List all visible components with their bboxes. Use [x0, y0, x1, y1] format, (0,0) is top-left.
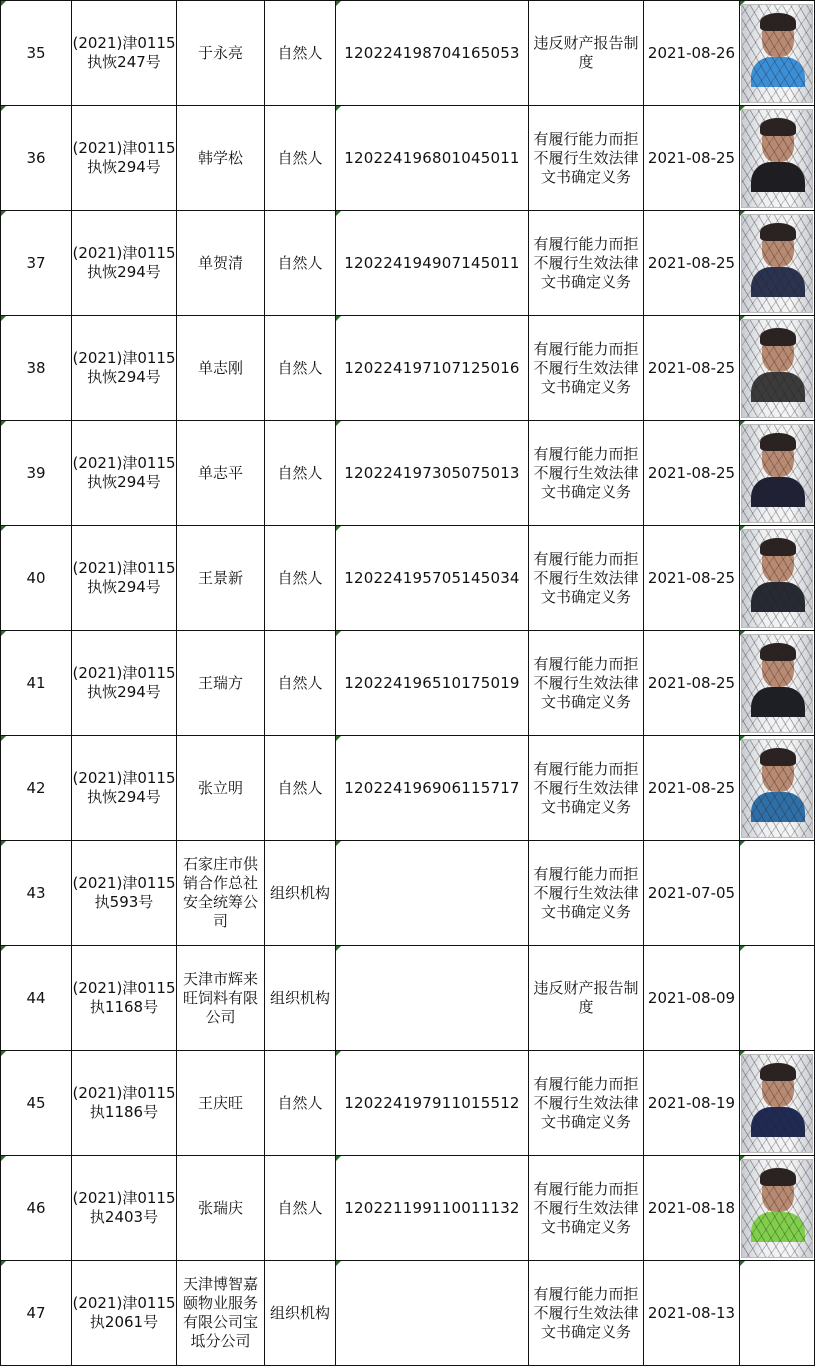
- id-number: 120224196510175019: [344, 673, 520, 692]
- party-type: 自然人: [277, 1198, 323, 1217]
- table-row: [1, 211, 815, 316]
- table-body: [1, 1, 815, 1366]
- cell-marker-icon: [336, 211, 341, 216]
- date-cell: [644, 421, 740, 526]
- case-number-line1: (2021)津0115: [72, 244, 176, 262]
- photo-cell: [740, 211, 815, 316]
- reason-text: 违反财产报告制度: [533, 979, 639, 1016]
- party-type: 组织机构: [269, 883, 330, 902]
- id-number-cell: [336, 1, 529, 106]
- portrait-photo: [741, 319, 813, 418]
- cell-marker-icon: [1, 841, 6, 846]
- photo-redaction-scribble: [742, 5, 812, 102]
- case-number-line2: 执恢294号: [87, 368, 161, 386]
- case-number-line2: 执恢294号: [87, 683, 161, 701]
- id-number-cell: [336, 421, 529, 526]
- date-cell: [644, 631, 740, 736]
- row-number: 39: [26, 463, 46, 482]
- row-number-cell: [1, 316, 72, 421]
- publish-date: 2021-08-09: [647, 988, 736, 1007]
- party-type-cell: [265, 1261, 336, 1366]
- party-type-cell: [265, 316, 336, 421]
- party-type-cell: [265, 1, 336, 106]
- reason-text: 有履行能力而拒不履行生效法律文书确定义务: [533, 654, 639, 711]
- id-number-cell: [336, 1261, 529, 1366]
- case-number-line1: (2021)津0115: [72, 874, 176, 892]
- date-cell: [644, 841, 740, 946]
- cell-marker-icon: [336, 631, 341, 636]
- publish-date: 2021-08-19: [647, 1093, 736, 1112]
- case-number-cell: [72, 1051, 177, 1156]
- cell-marker-icon: [336, 736, 341, 741]
- date-cell: [644, 106, 740, 211]
- id-number: 120224196906115717: [344, 778, 520, 797]
- cell-marker-icon: [740, 1261, 745, 1266]
- table-row: [1, 631, 815, 736]
- case-number-line2: 执2061号: [89, 1313, 159, 1331]
- case-number-cell: [72, 316, 177, 421]
- case-number-cell: [72, 211, 177, 316]
- case-number-line2: 执2403号: [89, 1208, 159, 1226]
- row-number-cell: [1, 1156, 72, 1261]
- row-number: 41: [26, 673, 46, 692]
- reason-text: 有履行能力而拒不履行生效法律文书确定义务: [533, 759, 639, 816]
- case-number-line2: 执恢294号: [87, 788, 161, 806]
- case-number-line1: (2021)津0115: [72, 1294, 176, 1312]
- cell-marker-icon: [336, 421, 341, 426]
- table-row: [1, 1261, 815, 1366]
- case-number-cell: [72, 1156, 177, 1261]
- portrait-photo: [741, 529, 813, 628]
- reason-text: 有履行能力而拒不履行生效法律文书确定义务: [533, 339, 639, 396]
- row-number: 42: [26, 778, 46, 797]
- case-number-line1: (2021)津0115: [72, 139, 176, 157]
- table-row: [1, 736, 815, 841]
- cell-marker-icon: [1, 1261, 6, 1266]
- party-type-cell: [265, 841, 336, 946]
- id-number: 120224197107125016: [344, 358, 520, 377]
- publish-date: 2021-08-13: [647, 1303, 736, 1322]
- photo-cell: [740, 946, 815, 1051]
- reason-cell: [529, 736, 644, 841]
- party-type: 自然人: [277, 358, 323, 377]
- cell-marker-icon: [1, 421, 6, 426]
- reason-cell: [529, 946, 644, 1051]
- publish-date: 2021-08-25: [647, 253, 736, 272]
- party-name: 单贺清: [197, 253, 243, 272]
- row-number-cell: [1, 421, 72, 526]
- portrait-photo: [741, 214, 813, 313]
- party-type: 自然人: [277, 778, 323, 797]
- id-number-cell: [336, 211, 529, 316]
- party-name: 王庆旺: [197, 1093, 243, 1112]
- reason-cell: [529, 421, 644, 526]
- publish-date: 2021-08-25: [647, 463, 736, 482]
- case-number-line1: (2021)津0115: [72, 454, 176, 472]
- portrait-photo: [741, 1054, 813, 1153]
- table-row: [1, 1051, 815, 1156]
- reason-text: 违反财产报告制度: [533, 34, 639, 71]
- party-name-cell: [177, 1, 265, 106]
- case-number-line2: 执恢294号: [87, 158, 161, 176]
- portrait-photo: [741, 739, 813, 838]
- party-type: 自然人: [277, 43, 323, 62]
- reason-text: 有履行能力而拒不履行生效法律文书确定义务: [533, 234, 639, 291]
- party-type: 组织机构: [269, 1303, 330, 1322]
- party-name: 石家庄市供销合作总社安全统筹公司: [182, 855, 258, 930]
- reason-text: 有履行能力而拒不履行生效法律文书确定义务: [533, 1284, 639, 1341]
- party-type: 自然人: [277, 148, 323, 167]
- id-number-cell: [336, 736, 529, 841]
- table-row: [1, 526, 815, 631]
- id-number-cell: [336, 106, 529, 211]
- party-name-cell: [177, 841, 265, 946]
- case-number-line2: 执恢294号: [87, 263, 161, 281]
- reason-cell: [529, 316, 644, 421]
- table-row: [1, 841, 815, 946]
- party-name-cell: [177, 946, 265, 1051]
- party-name: 天津市辉来旺饲料有限公司: [182, 969, 258, 1026]
- publish-date: 2021-08-25: [647, 148, 736, 167]
- cell-marker-icon: [336, 526, 341, 531]
- photo-cell: [740, 1156, 815, 1261]
- party-type: 自然人: [277, 673, 323, 692]
- id-number: 120224195705145034: [344, 568, 520, 587]
- date-cell: [644, 1, 740, 106]
- reason-cell: [529, 841, 644, 946]
- id-number-cell: [336, 1156, 529, 1261]
- photo-redaction-scribble: [742, 1160, 812, 1257]
- cell-marker-icon: [336, 1156, 341, 1161]
- row-number: 46: [26, 1198, 46, 1217]
- case-number-cell: [72, 106, 177, 211]
- party-type-cell: [265, 946, 336, 1051]
- row-number-cell: [1, 106, 72, 211]
- publish-date: 2021-08-25: [647, 778, 736, 797]
- party-name-cell: [177, 736, 265, 841]
- party-type: 自然人: [277, 253, 323, 272]
- party-name: 韩学松: [197, 148, 243, 167]
- reason-cell: [529, 526, 644, 631]
- party-type-cell: [265, 421, 336, 526]
- date-cell: [644, 736, 740, 841]
- case-number-cell: [72, 631, 177, 736]
- id-number: 120224196801045011: [344, 148, 520, 167]
- photo-redaction-scribble: [742, 1055, 812, 1152]
- cell-marker-icon: [336, 841, 341, 846]
- photo-redaction-scribble: [742, 110, 812, 207]
- reason-text: 有履行能力而拒不履行生效法律文书确定义务: [533, 864, 639, 921]
- case-number-line1: (2021)津0115: [72, 664, 176, 682]
- table-row: [1, 1156, 815, 1261]
- case-number-line1: (2021)津0115: [72, 559, 176, 577]
- cell-marker-icon: [336, 946, 341, 951]
- cell-marker-icon: [1, 526, 6, 531]
- row-number-cell: [1, 736, 72, 841]
- photo-cell: [740, 631, 815, 736]
- party-name-cell: [177, 211, 265, 316]
- table-row: [1, 106, 815, 211]
- case-number-line1: (2021)津0115: [72, 34, 176, 52]
- photo-cell: [740, 106, 815, 211]
- party-type-cell: [265, 631, 336, 736]
- portrait-photo: [741, 1159, 813, 1258]
- cell-marker-icon: [1, 736, 6, 741]
- publish-date: 2021-08-25: [647, 568, 736, 587]
- party-name-cell: [177, 1156, 265, 1261]
- photo-redaction-scribble: [742, 320, 812, 417]
- cell-marker-icon: [1, 946, 6, 951]
- row-number: 43: [26, 883, 46, 902]
- id-number-cell: [336, 526, 529, 631]
- cell-marker-icon: [1, 106, 6, 111]
- case-number-line2: 执1168号: [89, 998, 159, 1016]
- case-number-line1: (2021)津0115: [72, 1084, 176, 1102]
- party-name: 天津博智嘉颐物业服务有限公司宝坻分公司: [182, 1275, 258, 1350]
- party-type: 组织机构: [269, 988, 330, 1007]
- cell-marker-icon: [336, 316, 341, 321]
- reason-cell: [529, 1261, 644, 1366]
- photo-cell: [740, 316, 815, 421]
- party-type: 自然人: [277, 1093, 323, 1112]
- cell-marker-icon: [1, 211, 6, 216]
- table-row: [1, 1, 815, 106]
- table-row: [1, 946, 815, 1051]
- party-type-cell: [265, 736, 336, 841]
- row-number: 40: [26, 568, 46, 587]
- publish-date: 2021-08-26: [647, 43, 736, 62]
- id-number-cell: [336, 946, 529, 1051]
- id-number: 120224194907145011: [344, 253, 520, 272]
- date-cell: [644, 946, 740, 1051]
- photo-redaction-scribble: [742, 530, 812, 627]
- portrait-photo: [741, 424, 813, 523]
- row-number-cell: [1, 526, 72, 631]
- party-type-cell: [265, 211, 336, 316]
- reason-text: 有履行能力而拒不履行生效法律文书确定义务: [533, 444, 639, 501]
- row-number-cell: [1, 211, 72, 316]
- id-number-cell: [336, 316, 529, 421]
- publish-date: 2021-07-05: [647, 883, 736, 902]
- date-cell: [644, 1156, 740, 1261]
- row-number-cell: [1, 946, 72, 1051]
- case-number-line1: (2021)津0115: [72, 769, 176, 787]
- publish-date: 2021-08-25: [647, 358, 736, 377]
- photo-redaction-scribble: [742, 740, 812, 837]
- party-name: 张立明: [197, 778, 243, 797]
- party-type-cell: [265, 106, 336, 211]
- portrait-photo: [741, 634, 813, 733]
- party-name-cell: [177, 421, 265, 526]
- reason-text: 有履行能力而拒不履行生效法律文书确定义务: [533, 129, 639, 186]
- row-number: 38: [26, 358, 46, 377]
- party-type: 自然人: [277, 568, 323, 587]
- date-cell: [644, 526, 740, 631]
- id-number: 120224197305075013: [344, 463, 520, 482]
- party-name-cell: [177, 1051, 265, 1156]
- party-name-cell: [177, 526, 265, 631]
- case-number-line2: 执恢294号: [87, 473, 161, 491]
- reason-cell: [529, 106, 644, 211]
- photo-cell: [740, 421, 815, 526]
- photo-cell: [740, 1261, 815, 1366]
- reason-text: 有履行能力而拒不履行生效法律文书确定义务: [533, 1074, 639, 1131]
- photo-cell: [740, 526, 815, 631]
- party-name-cell: [177, 106, 265, 211]
- row-number: 45: [26, 1093, 46, 1112]
- cell-marker-icon: [336, 1051, 341, 1056]
- row-number: 47: [26, 1303, 46, 1322]
- case-number-cell: [72, 841, 177, 946]
- row-number: 37: [26, 253, 46, 272]
- party-name-cell: [177, 316, 265, 421]
- row-number-cell: [1, 1261, 72, 1366]
- case-number-line1: (2021)津0115: [72, 349, 176, 367]
- id-number-cell: [336, 841, 529, 946]
- case-number-cell: [72, 526, 177, 631]
- row-number-cell: [1, 1051, 72, 1156]
- portrait-photo: [741, 109, 813, 208]
- date-cell: [644, 211, 740, 316]
- party-name: 王景新: [197, 568, 243, 587]
- party-type-cell: [265, 1051, 336, 1156]
- id-number-cell: [336, 631, 529, 736]
- cell-marker-icon: [336, 1, 341, 6]
- row-number-cell: [1, 631, 72, 736]
- case-number-line2: 执593号: [94, 893, 154, 911]
- id-number: 120224198704165053: [344, 43, 520, 62]
- party-type: 自然人: [277, 463, 323, 482]
- reason-cell: [529, 211, 644, 316]
- reason-cell: [529, 1051, 644, 1156]
- cell-marker-icon: [740, 946, 745, 951]
- case-number-line2: 执1186号: [89, 1103, 159, 1121]
- date-cell: [644, 316, 740, 421]
- cell-marker-icon: [1, 631, 6, 636]
- photo-cell: [740, 841, 815, 946]
- photo-cell: [740, 1051, 815, 1156]
- date-cell: [644, 1261, 740, 1366]
- party-name-cell: [177, 1261, 265, 1366]
- party-name: 于永亮: [197, 43, 243, 62]
- cell-marker-icon: [1, 1156, 6, 1161]
- table-row: [1, 316, 815, 421]
- case-number-cell: [72, 1, 177, 106]
- row-number: 44: [26, 988, 46, 1007]
- party-name: 王瑞方: [197, 673, 243, 692]
- party-name: 单志平: [197, 463, 243, 482]
- reason-text: 有履行能力而拒不履行生效法律文书确定义务: [533, 549, 639, 606]
- cell-marker-icon: [336, 1261, 341, 1266]
- party-name: 单志刚: [197, 358, 243, 377]
- photo-redaction-scribble: [742, 635, 812, 732]
- row-number-cell: [1, 1, 72, 106]
- case-number-line1: (2021)津0115: [72, 979, 176, 997]
- cell-marker-icon: [1, 1, 6, 6]
- case-number-cell: [72, 421, 177, 526]
- reason-text: 有履行能力而拒不履行生效法律文书确定义务: [533, 1179, 639, 1236]
- cell-marker-icon: [1, 1051, 6, 1056]
- party-name: 张瑞庆: [197, 1198, 243, 1217]
- id-number-cell: [336, 1051, 529, 1156]
- publish-date: 2021-08-25: [647, 673, 736, 692]
- photo-cell: [740, 1, 815, 106]
- party-name-cell: [177, 631, 265, 736]
- photo-redaction-scribble: [742, 215, 812, 312]
- cell-marker-icon: [336, 106, 341, 111]
- reason-cell: [529, 1156, 644, 1261]
- row-number-cell: [1, 841, 72, 946]
- row-number: 35: [26, 43, 46, 62]
- id-number: 120224197911015512: [344, 1093, 520, 1112]
- case-number-cell: [72, 1261, 177, 1366]
- reason-cell: [529, 631, 644, 736]
- id-number: 120221199110011132: [344, 1198, 520, 1217]
- row-number: 36: [26, 148, 46, 167]
- portrait-photo: [741, 4, 813, 103]
- case-number-cell: [72, 736, 177, 841]
- case-number-cell: [72, 946, 177, 1051]
- publish-date: 2021-08-18: [647, 1198, 736, 1217]
- table-row: [1, 421, 815, 526]
- reason-cell: [529, 1, 644, 106]
- cell-marker-icon: [1, 316, 6, 321]
- date-cell: [644, 1051, 740, 1156]
- photo-redaction-scribble: [742, 425, 812, 522]
- party-type-cell: [265, 526, 336, 631]
- cell-marker-icon: [740, 841, 745, 846]
- case-number-line2: 执恢294号: [87, 578, 161, 596]
- case-number-line1: (2021)津0115: [72, 1189, 176, 1207]
- case-number-line2: 执恢247号: [87, 53, 161, 71]
- party-type-cell: [265, 1156, 336, 1261]
- photo-cell: [740, 736, 815, 841]
